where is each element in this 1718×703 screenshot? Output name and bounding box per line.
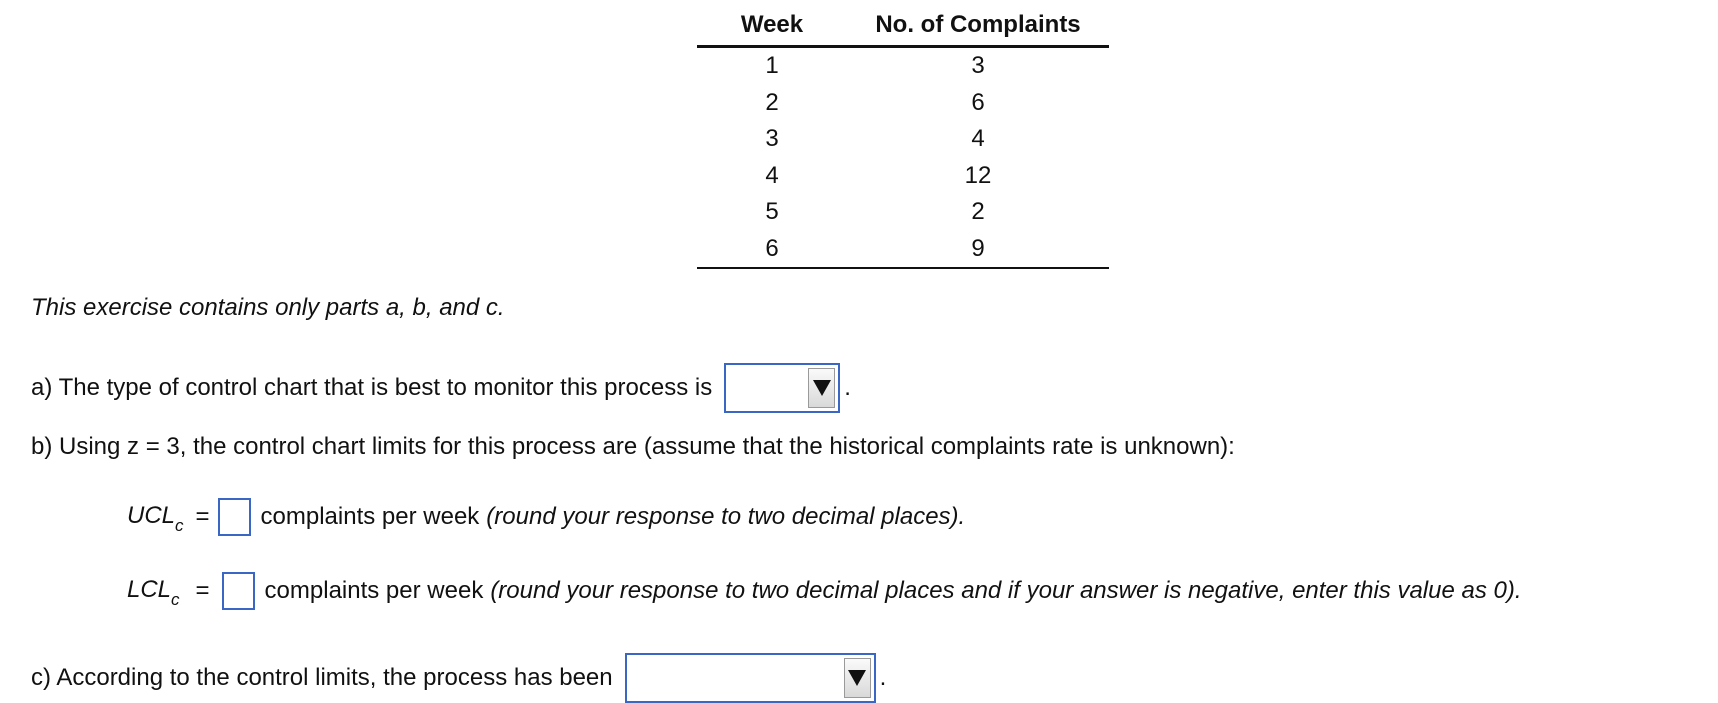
ucl-subscript: c — [175, 516, 184, 535]
week-cell: 5 — [765, 198, 779, 226]
ucl-equals: = — [195, 503, 210, 530]
week-cell: 2 — [765, 88, 779, 116]
lcl-unit: complaints per week — [264, 577, 484, 604]
lcl-subscript: c — [171, 590, 180, 609]
part-a-row — [31, 363, 851, 413]
lcl-label — [127, 576, 180, 609]
header-week: Week — [697, 2, 847, 47]
part-a-text: a) The type of control chart that is best to monitor this process is — [31, 374, 713, 401]
part-c-row — [31, 653, 886, 703]
week-cell: 4 — [765, 161, 779, 189]
lcl-row — [127, 572, 1522, 610]
process-status-dropdown-button[interactable] — [844, 658, 871, 698]
complaints-cell: 4 — [971, 125, 985, 153]
part-a-period: . — [844, 374, 851, 401]
triangle-down-icon — [848, 670, 866, 686]
exercise-intro: This exercise contains only parts a, b, and c. — [31, 294, 505, 321]
lcl-note: (round your response to two decimal places and if your answer is negative, enter this value as 0). — [490, 577, 1522, 604]
table-row — [697, 121, 1109, 158]
complaints-cell: 9 — [847, 231, 1109, 269]
ucl-unit: complaints per week — [260, 503, 480, 530]
part-c-text: c) According to the control limits, the process has been — [31, 664, 613, 691]
ucl-note: (round your response to two decimal places). — [486, 503, 966, 530]
process-status-dropdown[interactable] — [625, 653, 876, 703]
complaints-cell: 3 — [971, 52, 985, 80]
complaints-cell: 6 — [971, 88, 985, 116]
lcl-equals: = — [195, 577, 210, 604]
table-row — [697, 194, 1109, 231]
chart-type-dropdown-button[interactable] — [808, 368, 835, 408]
chart-type-dropdown[interactable] — [724, 363, 840, 413]
complaints-cell: 12 — [964, 161, 992, 189]
complaints-cell: 2 — [971, 198, 985, 226]
week-cell: 3 — [765, 125, 779, 153]
week-cell: 1 — [765, 52, 779, 80]
table-row — [697, 85, 1109, 122]
header-complaints: No. of Complaints — [847, 2, 1109, 47]
lcl-input[interactable] — [222, 572, 255, 610]
ucl-label-text: UCL — [127, 502, 176, 529]
week-cell: 6 — [697, 231, 847, 269]
table-row — [697, 231, 1109, 269]
part-c-period: . — [879, 664, 887, 691]
ucl-input[interactable] — [218, 498, 251, 536]
lcl-label-text: LCL — [127, 576, 172, 603]
table-row — [697, 158, 1109, 195]
ucl-label — [127, 502, 184, 535]
complaints-table — [697, 2, 1109, 269]
ucl-row — [127, 498, 965, 536]
triangle-down-icon — [813, 380, 831, 396]
part-b-text: b) Using z = 3, the control chart limits for this process are (assume that the historical complaints rate is unknown): — [31, 433, 1235, 460]
table-header-row — [697, 2, 1109, 47]
table-row — [697, 47, 1109, 85]
